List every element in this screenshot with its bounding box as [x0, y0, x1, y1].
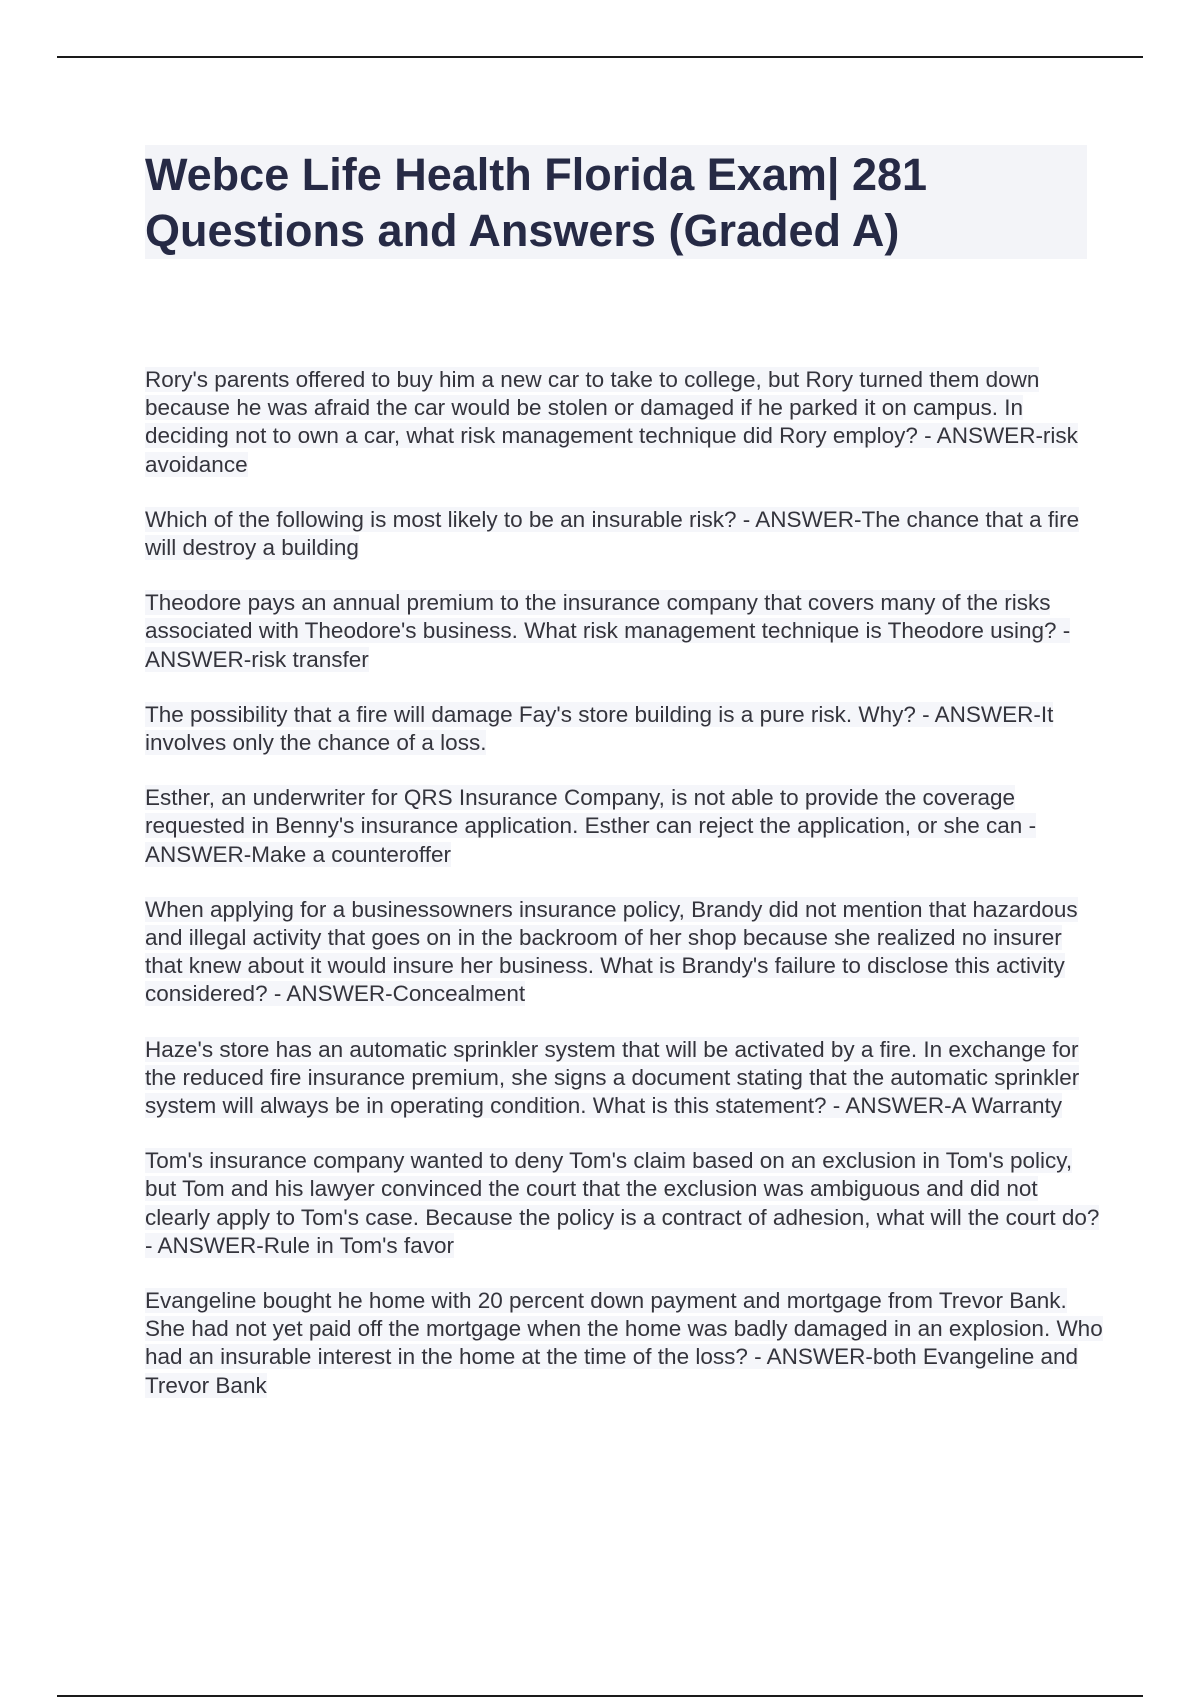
top-rule [57, 56, 1143, 58]
qa-item [145, 1287, 1105, 1400]
qa-text: Haze's store has an automatic sprinkler system that will be activated by a fire. In exchange for the reduced fire insurance premium, she signs a document stating that the automatic sprinkler system will always be in operating condition. What is this statement? - ANSWER-A Warranty [145, 1036, 1080, 1119]
qa-text: Tom's insurance company wanted to deny Tom's claim based on an exclusion in Tom's policy, but Tom and his lawyer convinced the court that the exclusion was ambiguous and did not clearly apply to Tom's case. Because the policy is a contract of adhesion, what will the court do? - ANSWER-Rule in Tom's favor [145, 1148, 1100, 1258]
qa-item [145, 701, 1105, 757]
qa-item [145, 589, 1105, 674]
qa-list [145, 366, 1105, 1427]
qa-text: Theodore pays an annual premium to the insurance company that covers many of the risks associated with Theodore's business. What risk management technique is Theodore using? - ANSWER-risk transfer [145, 590, 1071, 672]
qa-text: When applying for a businessowners insurance policy, Brandy did not mention that hazardous and illegal activity that goes on in the backroom of her shop because she realized no insurer that knew about it would insure her business. What is Brandy's failure to disclose this activity considered? - ANSWER-Concealment [145, 896, 1078, 1007]
bottom-rule [57, 1695, 1143, 1697]
qa-item [145, 896, 1105, 1009]
qa-item [145, 1036, 1105, 1121]
qa-text: The possibility that a fire will damage Fay's store building is a pure risk. Why? - ANSWER-It involves only the chance of a loss. [145, 701, 1054, 756]
qa-text: Which of the following is most likely to be an insurable risk? - ANSWER-The chance that a fire will destroy a building [145, 506, 1080, 561]
document-title: Webce Life Health Florida Exam| 281 Questions and Answers (Graded A) [145, 149, 928, 256]
title-block [145, 145, 1087, 259]
qa-text: Evangeline bought he home with 20 percent down payment and mortgage from Trevor Bank. She had not yet paid off the mortgage when the home was badly damaged in an explosion. Who had an insurable interest in the home at the time of the loss? - ANSWER-both Evangeline and Trevor Bank [145, 1288, 1103, 1398]
qa-item [145, 366, 1105, 479]
qa-item [145, 506, 1105, 562]
qa-item [145, 784, 1105, 869]
qa-text: Rory's parents offered to buy him a new car to take to college, but Rory turned them down because he was afraid the car would be stolen or damaged if he parked it on campus. In deciding not to own a car, what risk management technique did Rory employ? - ANSWER-risk avoidance [145, 367, 1078, 477]
qa-item [145, 1147, 1105, 1260]
qa-text: Esther, an underwriter for QRS Insurance Company, is not able to provide the coverage requested in Benny's insurance application. Esther can reject the application, or she can - ANSWER-Make a counteroffer [145, 785, 1037, 867]
